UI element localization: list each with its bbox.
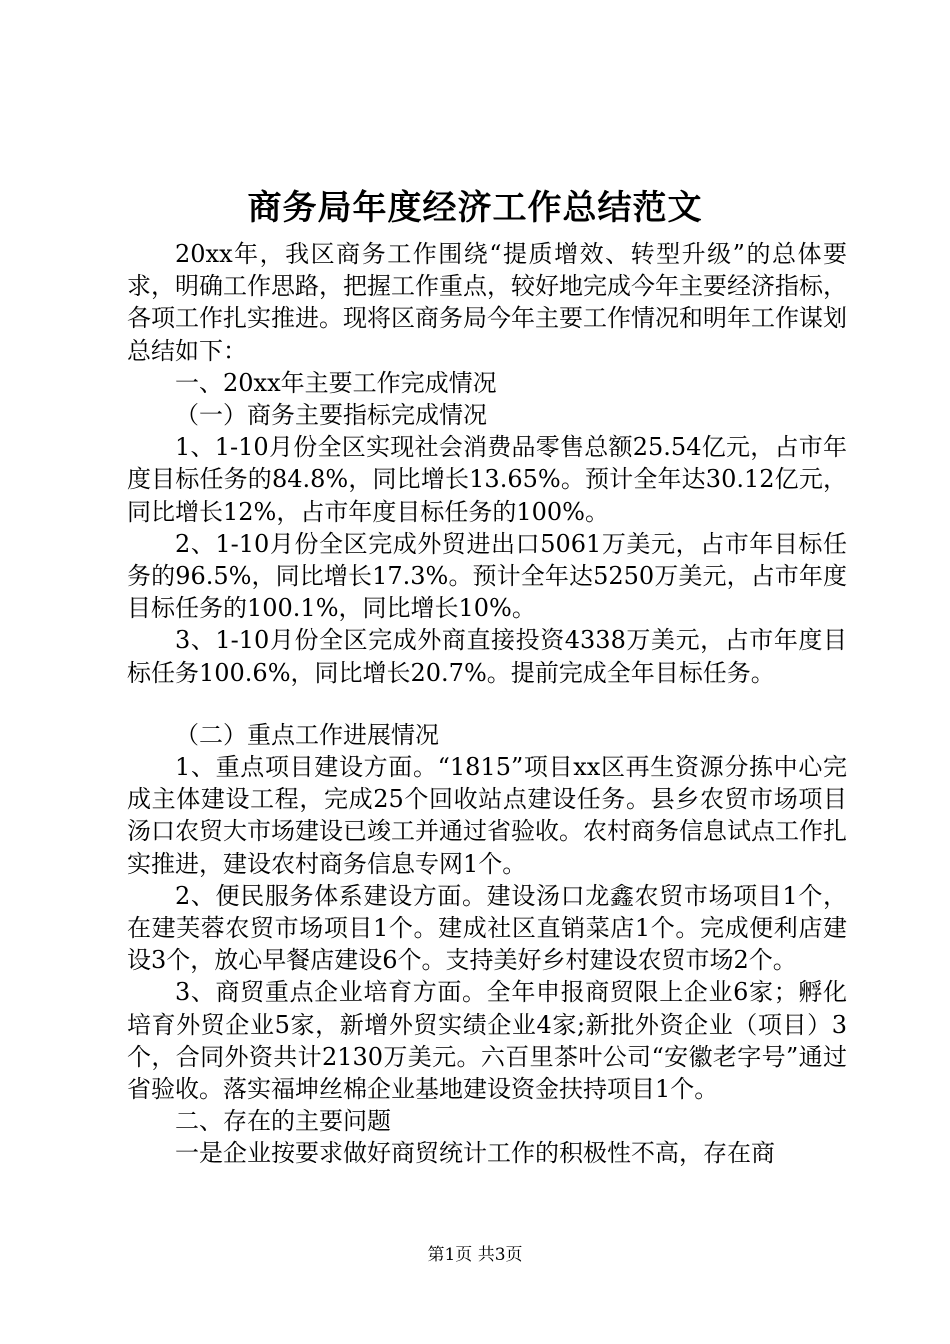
subsection-heading-2: （二）重点工作进展情况 (175, 720, 439, 749)
page-footer: 第1页 共3页 (427, 1245, 523, 1265)
progress-paragraph-2: 2、便民服务体系建设方面。建设汤口龙鑫农贸市场项目1个，在建芙蓉农贸市场项目1个。建成社区直销菜店1个。完成便利店建设3个，放心早餐店建设6个。支持美好乡村建设农贸市场2个。 (127, 881, 847, 975)
paragraph-gap (127, 689, 847, 719)
progress-paragraph-1: 1、重点项目建设方面。“1815”项目xx区再生资源分拣中心完成主体建设工程，完成25个回收站点建设任务。县乡农贸市场项目汤口农贸大市场建设已竣工并通过省验收。农村商务信息试点工作扎实推进，建设农村商务信息专网1个。 (127, 753, 847, 878)
section-heading-1: 一、20xx年主要工作完成情况 (175, 368, 497, 397)
indicator-paragraph-1: 1、1-10月份全区实现社会消费品零售总额25.54亿元，占市年度目标任务的84.8%，同比增长13.65%。预计全年达30.12亿元，同比增长12%，占市年度目标任务的100%。 (127, 433, 847, 526)
progress-paragraph-3: 3、商贸重点企业培育方面。全年申报商贸限上企业6家；孵化培育外贸企业5家，新增外贸实绩企业4家;新批外资企业（项目）3个，合同外资共计2130万美元。六百里茶叶公司“安徽老字号”通过省验收。落实福坤丝棉企业基地建设资金扶持项目1个。 (127, 978, 847, 1104)
document-body (127, 238, 847, 1170)
document-title: 商务局年度经济工作总结范文 (247, 188, 703, 228)
intro-paragraph: 20xx年，我区商务工作围绕“提质增效、转型升级”的总体要求，明确工作思路，把握工作重点，较好地完成今年主要经济指标，各项工作扎实推进。现将区商务局今年主要工作情况和明年工作谋划总结如下： (127, 240, 847, 365)
section-heading-2: 二、存在的主要问题 (175, 1107, 391, 1136)
problem-paragraph-1: 一是企业按要求做好商贸统计工作的积极性不高，存在商 (175, 1139, 775, 1168)
indicator-paragraph-2: 2、1-10月份全区完成外贸进出口5061万美元，占市年目标任务的96.5%，同比增长17.3%。预计全年达5250万美元，占市年度目标任务的100.1%，同比增长10%。 (127, 529, 847, 623)
indicator-paragraph-3: 3、1-10月份全区完成外商直接投资4338万美元，占市年度目标任务100.6%，同比增长20.7%。提前完成全年目标任务。 (127, 626, 847, 687)
subsection-heading-1: （一）商务主要指标完成情况 (175, 401, 487, 430)
